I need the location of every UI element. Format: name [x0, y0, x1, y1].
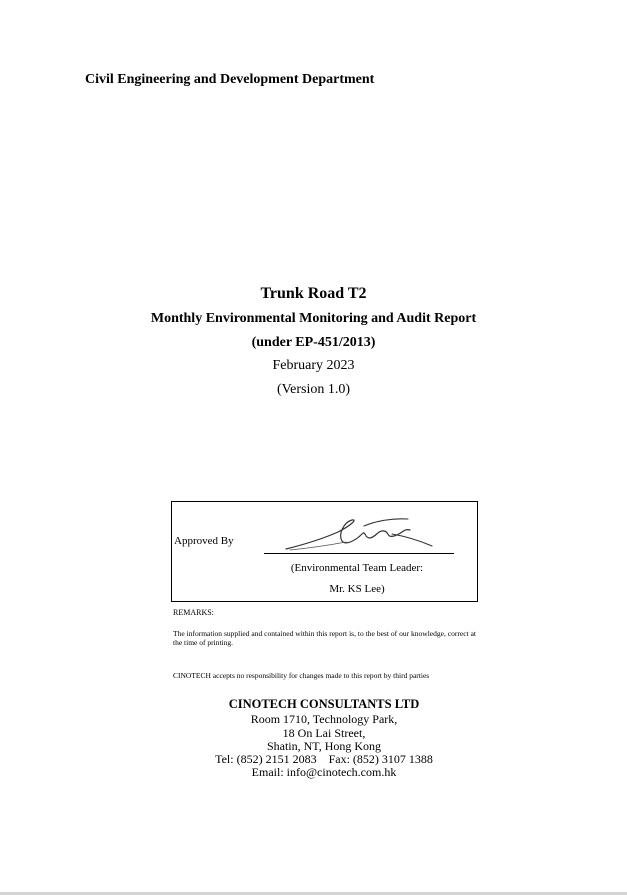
company-name: CINOTECH CONSULTANTS LTD — [228, 697, 420, 711]
signature-line — [264, 553, 454, 554]
project-title: Trunk Road T2 — [260, 285, 367, 302]
report-title: Monthly Environmental Monitoring and Audit Report — [150, 311, 477, 326]
approver-name: Mr. KS Lee) — [329, 583, 385, 595]
signature-image — [280, 510, 440, 554]
company-email: Email: info@cinotech.com.hk — [251, 765, 397, 779]
company-contact: Tel: (852) 2151 2083 Fax: (852) 3107 1388 — [215, 752, 433, 766]
permit-number: (under EP-451/2013) — [251, 335, 376, 350]
approved-by-label: Approved By — [174, 535, 234, 547]
remarks-heading: REMARKS: — [173, 608, 214, 617]
company-address-line: Shatin, NT, Hong Kong — [266, 739, 382, 753]
disclaimer-text: CINOTECH accepts no responsibility for changes made to this report by third parties — [173, 671, 430, 680]
remarks-body: The information supplied and contained within this report is, to the best of our knowledge, correct at the time of printing. — [173, 629, 476, 647]
company-address-line: Room 1710, Technology Park, — [250, 712, 398, 726]
company-address-line: 18 On Lai Street, — [282, 726, 366, 740]
department-name: Civil Engineering and Development Department — [85, 72, 375, 87]
report-version: (Version 1.0) — [276, 382, 351, 397]
approval-box — [171, 501, 478, 602]
report-date: February 2023 — [272, 358, 355, 373]
approver-role: (Environmental Team Leader: — [290, 562, 424, 574]
